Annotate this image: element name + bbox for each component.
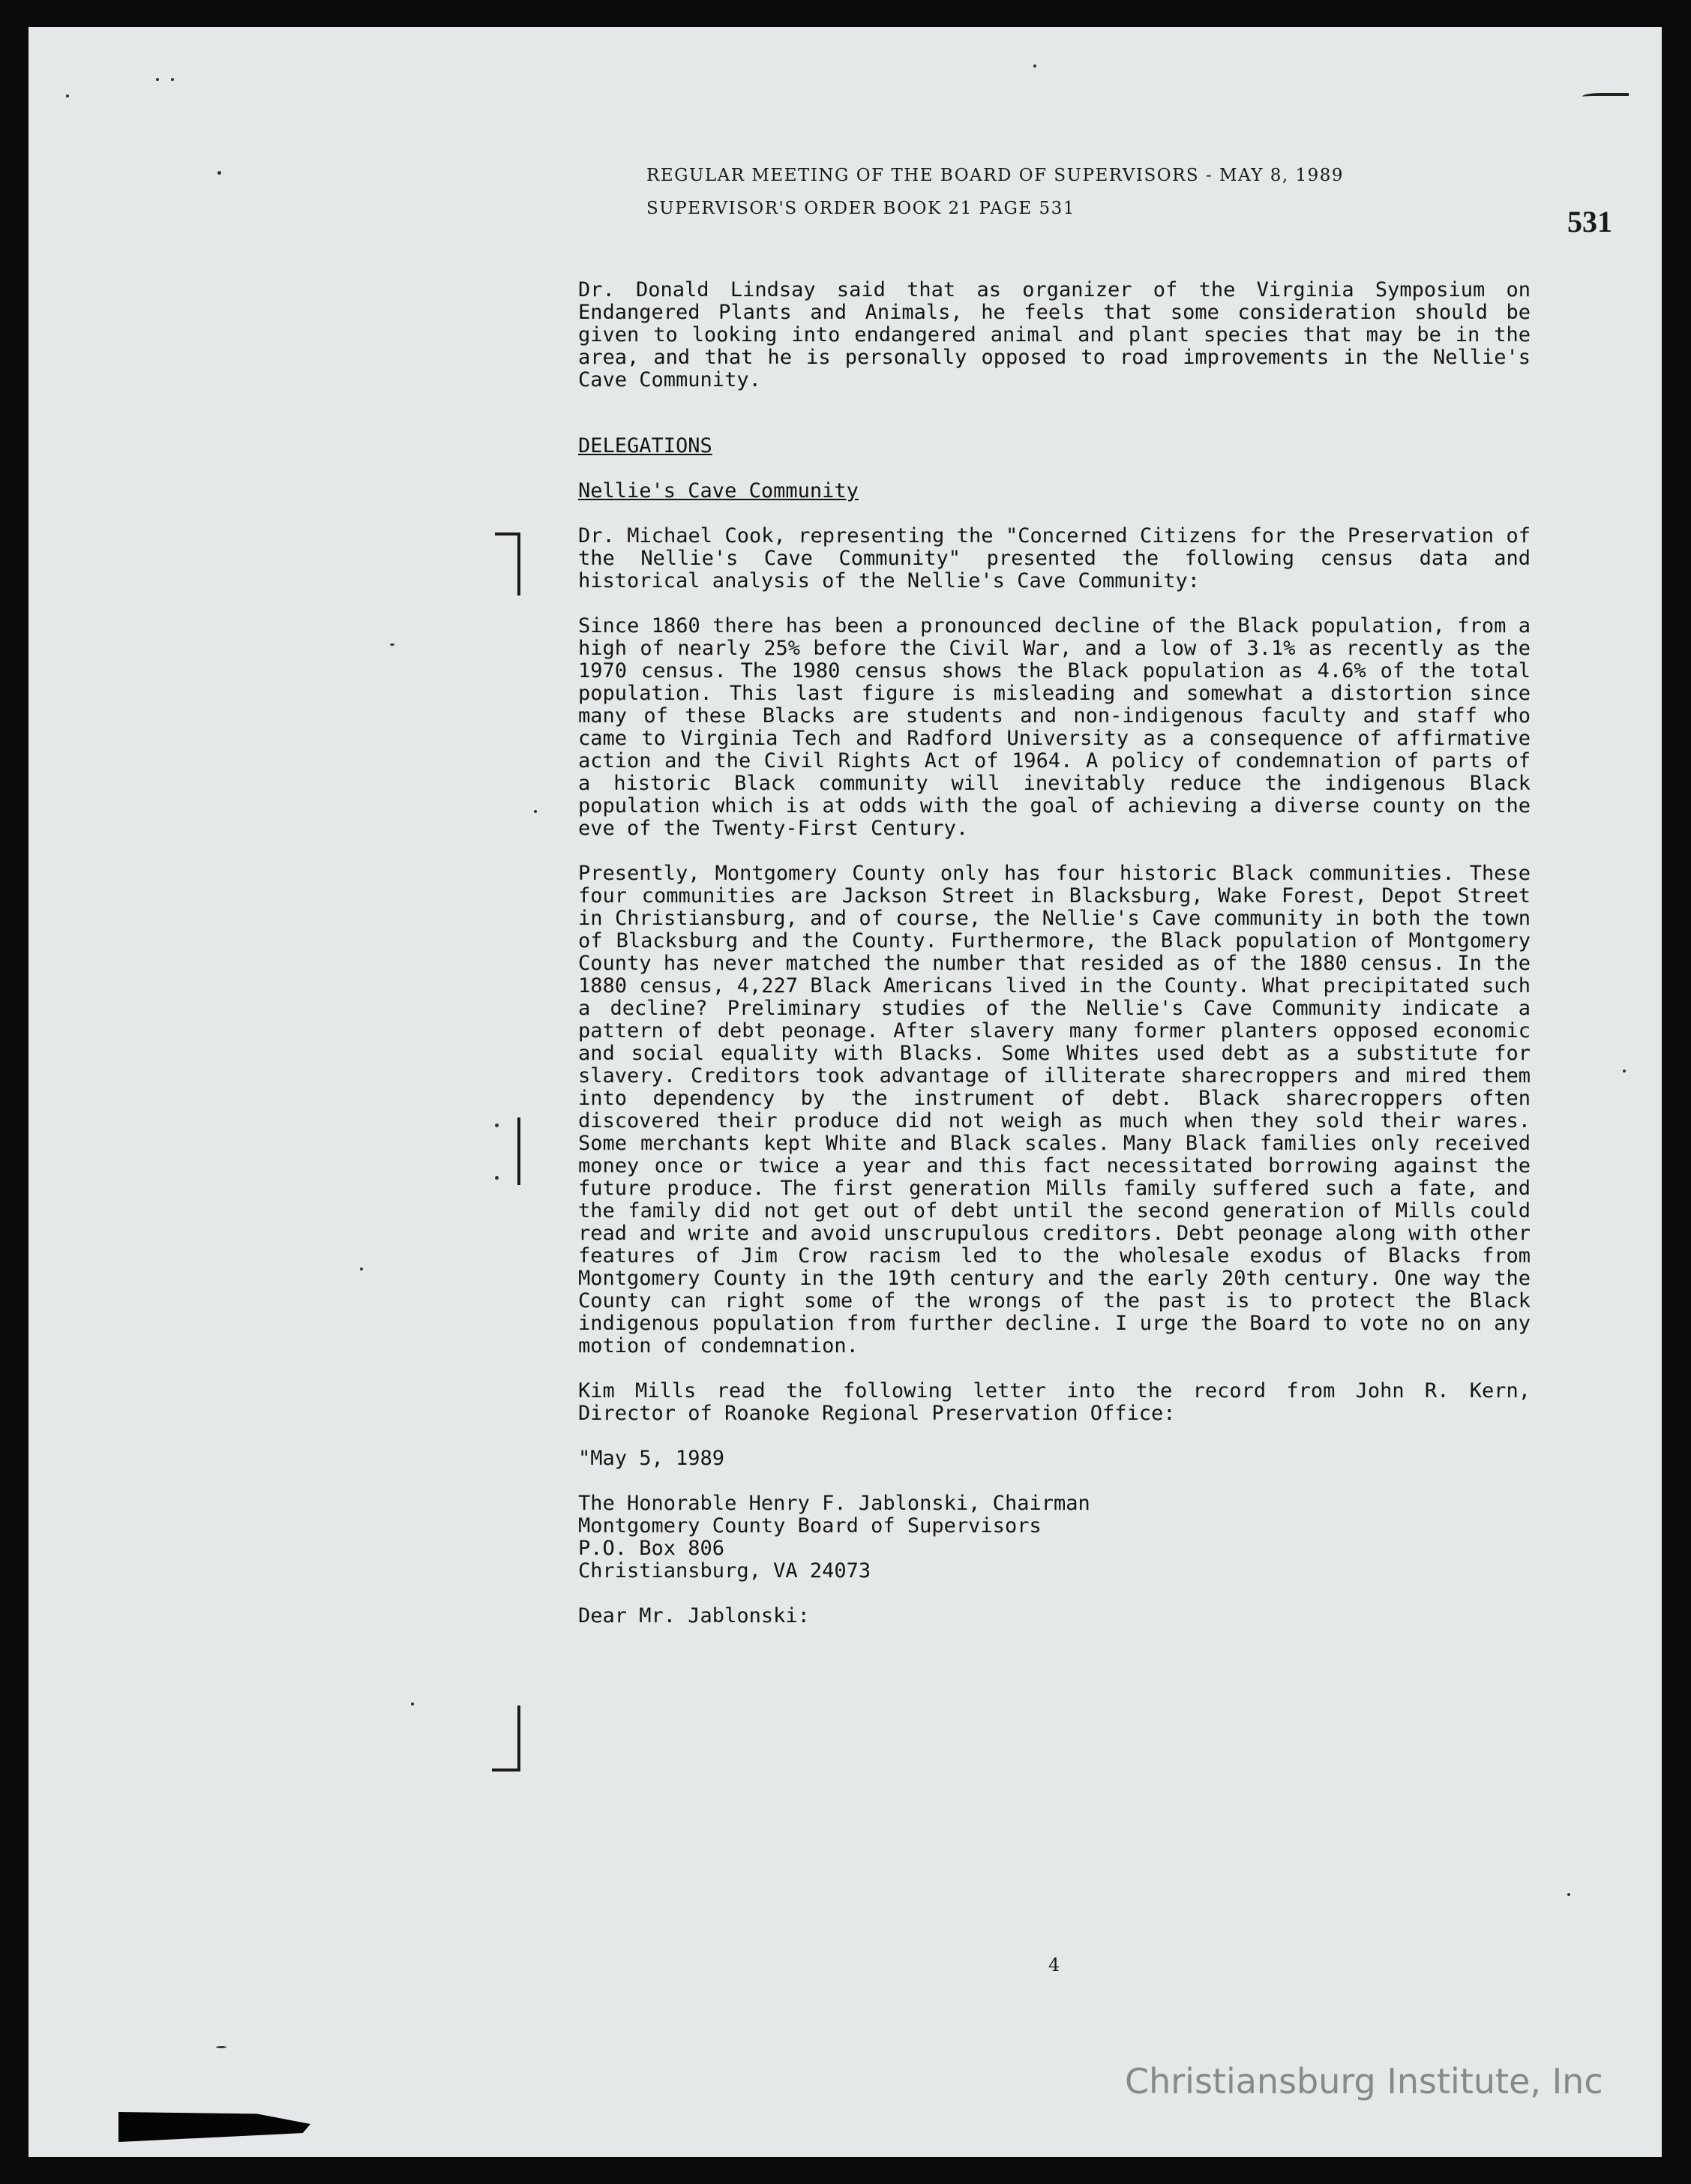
scan-speck [216,2046,226,2048]
letter-salutation: Dear Mr. Jablonski: [578,1604,810,1628]
paragraph-census: Since 1860 there has been a pronounced decline of the Black population, from a high of nearly 25% before the Civil War, and a low of 3.1% as recently as the 1970 census. The 1980 census shows the Black population as 4.6% of the total population. This last figure is misleading and somewhat a distortion since many of these Blacks are students and non-indigenous faculty and staff who came to Virginia Tech and Radford University as a consequence of affirmative action and the Civil Rights Act of 1964. A policy of condemnation of parts of a historic Black community will inevitably reduce the indigenous Black population which is at odds with the goal of achieving a diverse county on the eve of the Twenty-First Century. [578,614,1531,840]
address-line: P.O. Box 806 [578,1537,725,1560]
document-header [646,159,1344,225]
paragraph-cook: Dr. Michael Cook, representing the "Concerned Citizens for the Preservation of the Nellie's Cave Community" presented the following census data and historical analysis of the Nellie's Cave Community: [578,524,1531,592]
scan-mark [1582,93,1629,102]
scan-speck [66,94,69,98]
watermark-text: Christiansburg Institute, Inc [1125,2061,1603,2102]
margin-bracket [495,1118,520,1185]
margin-bracket [492,1706,520,1772]
paragraph-presently: Presently, Montgomery County only has four historic Black communities. These four communities are Jackson Street in Blacksburg, Wake Forest, Depot Street in Christiansburg, and of course, the Nellie's Cave community in both the town of Blacksburg and the County. Furthermore, the Black population of Montgomery County has never matched the number that resided as of the 1880 census. In the 1880 census, 4,227 Black Americans lived in the County. What precipitated such a decline? Preliminary studies of the Nellie's Cave Community indicate a pattern of debt peonage. After slavery many former planters opposed economic and social equality with Blacks. Some Whites used debt as a substitute for slavery. Creditors took advantage of illiterate sharecroppers and mired them into dependency by the instrument of debt. Black sharecroppers often discovered their produce did not weigh as much when they sold their wares. Some merchants kept White and Black scales. Many Black families only received money once or twice a year and this fact necessitated borrowing against the future produce. The first generation Mills family suffered such a fate, and the family did not get out of debt until the second generation of Mills could read and write and avoid unscrupulous creditors. Debt peonage along with other features of Jim Crow racism led to the wholesale exodus of Blacks from Montgomery County in the 19th century and the early 20th century. One way the County can right some of the wrongs of the past is to protect the Black indigenous population from further decline. I urge the Board to vote no on any motion of condemnation. [578,862,1531,1358]
document-body [578,279,1531,1628]
heading-nellies-cave: Nellie's Cave Community [578,479,859,502]
footer-page-number: 4 [1048,1954,1060,1976]
scan-speck [156,78,159,81]
address-line: The Honorable Henry F. Jablonski, Chairman [578,1492,1090,1515]
letter-date: "May 5, 1989 [578,1447,725,1470]
scan-speck [1033,64,1036,68]
scan-speck [217,171,221,175]
scan-speck [171,78,174,81]
scan-speck [534,810,537,813]
scan-speck [411,1702,414,1706]
corner-page-number: 531 [1567,205,1612,238]
header-order-book: SUPERVISOR'S ORDER BOOK 21 PAGE 531 [646,199,1075,218]
scan-speck [1623,1070,1626,1072]
paragraph-lindsay: Dr. Donald Lindsay said that as organizer of the Virginia Symposium on Endangered Plants and Animals, he feels that some consideration should be given to looking into endangered animal and plant species that may be in the area, and that he is personally opposed to road improvements in the Nellie's Cave Community. [578,278,1531,392]
address-line: Christiansburg, VA 24073 [578,1559,871,1582]
margin-bracket [495,532,520,596]
scan-speck [390,644,394,646]
heading-delegations: DELEGATIONS [578,434,712,458]
header-meeting-title: REGULAR MEETING OF THE BOARD OF SUPERVISORS - MAY 8, 1989 [646,166,1345,185]
paragraph-kim-mills: Kim Mills read the following letter into the record from John R. Kern, Director of Roanoke Regional Preservation Office: [578,1379,1531,1425]
scan-speck [1567,1893,1570,1896]
letter-address [578,1492,1531,1582]
address-line: Montgomery County Board of Supervisors [578,1514,1042,1538]
scan-speck [360,1268,363,1270]
